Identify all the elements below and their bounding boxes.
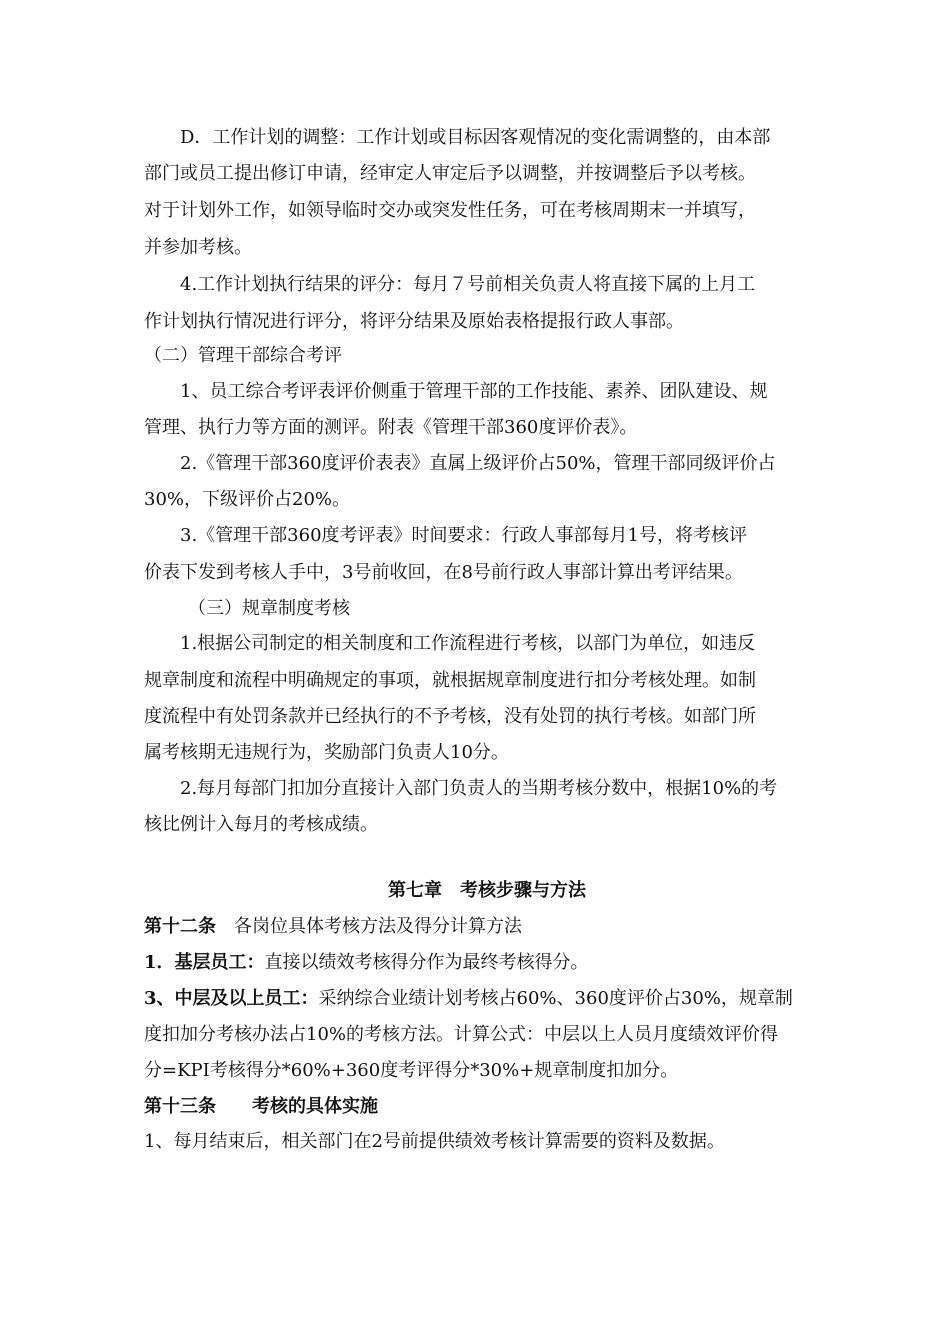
article-13-item-1: 1、每月结束后，相关部门在2号前提供绩效考核计算需要的资料及数据。 (144, 1131, 725, 1152)
article-12 (144, 915, 522, 939)
section-2-item-2-line-1: 2.《管理干部360度评价表表》直属上级评价占50%，管理干部同级评价占 (180, 453, 776, 474)
section-3-item-1-line-1: 1.根据公司制定的相关制度和工作流程进行考核，以部门为单位，如违反 (180, 633, 756, 654)
section-3-item-1-line-2: 规章制度和流程中明确规定的事项，就根据规章制度进行扣分考核处理。如制 (144, 670, 756, 691)
paragraph-d-line-3: 对于计划外工作，如领导临时交办或突发性任务，可在考核周期末一并填写， (144, 200, 756, 221)
item-basic-staff-text: 直接以绩效考核得分作为最终考核得分。 (264, 952, 589, 973)
item-middle-staff-line-1 (144, 987, 793, 1011)
item-basic-staff-label: 1．基层员工： (144, 952, 265, 973)
paragraph-4-line-2: 作计划执行情况进行评分，将评分结果及原始表格提报行政人事部。 (144, 311, 684, 332)
paragraph-d-line-1: D．工作计划的调整：工作计划或目标因客观情况的变化需调整的，由本部 (180, 127, 771, 148)
article-13-text: 考核的具体实施 (216, 1096, 378, 1117)
paragraph-d-line-2: 部门或员工提出修订申请，经审定人审定后予以调整，并按调整后予以考核。 (144, 163, 756, 184)
item-middle-staff-line-2: 度扣加分考核办法占10%的考核方法。计算公式：中层以上人员月度绩效评价得 (144, 1024, 779, 1045)
section-2-title: （二）管理干部综合考评 (144, 345, 342, 366)
section-2-item-3-line-1: 3.《管理干部360度考评表》时间要求：行政人事部每月1号，将考核评 (180, 525, 747, 546)
article-13 (144, 1095, 378, 1119)
section-2-item-1-line-1: 1、员工综合考评表评价侧重于管理干部的工作技能、素养、团队建设、规 (180, 381, 768, 402)
paragraph-4-line-1: 4.工作计划执行结果的评分：每月７号前相关负责人将直接下属的上月工 (180, 274, 756, 295)
item-basic-staff (144, 951, 589, 975)
chapter-title: 第七章 考核步骤与方法 (388, 880, 586, 901)
section-3-item-1-line-4: 属考核期无违规行为，奖励部门负责人10分。 (144, 742, 509, 763)
section-2-item-1-line-2: 管理、执行力等方面的测评。附表《管理干部360度评价表》。 (144, 417, 638, 438)
section-2-item-3-line-2: 价表下发到考核人手中，3号前收回，在8号前行政人事部计算出考评结果。 (144, 562, 743, 583)
article-12-label: 第十二条 (144, 916, 216, 937)
section-3-item-2-line-1: 2.每月每部门扣加分直接计入部门负责人的当期考核分数中，根据10%的考 (180, 778, 778, 799)
item-middle-staff-text-1: 采纳综合业绩计划考核占60%、360度评价占30%，规章制 (318, 988, 793, 1009)
section-3-item-2-line-2: 核比例计入每月的考核成绩。 (144, 814, 378, 835)
paragraph-d-line-4: 并参加考核。 (144, 237, 252, 258)
article-13-label: 第十三条 (144, 1096, 216, 1117)
section-2-item-2-line-2: 30%，下级评价占20%。 (144, 489, 351, 510)
item-middle-staff-line-3: 分=KPI考核得分*60%+360度考评得分*30%+规章制度扣加分。 (144, 1060, 679, 1081)
item-middle-staff-label: 3、中层及以上员工： (144, 988, 319, 1009)
section-3-title: （三）规章制度考核 (188, 598, 350, 619)
section-3-item-1-line-3: 度流程中有处罚条款并已经执行的不予考核，没有处罚的执行考核。如部门所 (144, 706, 756, 727)
article-12-text: 各岗位具体考核方法及得分计算方法 (216, 916, 522, 937)
